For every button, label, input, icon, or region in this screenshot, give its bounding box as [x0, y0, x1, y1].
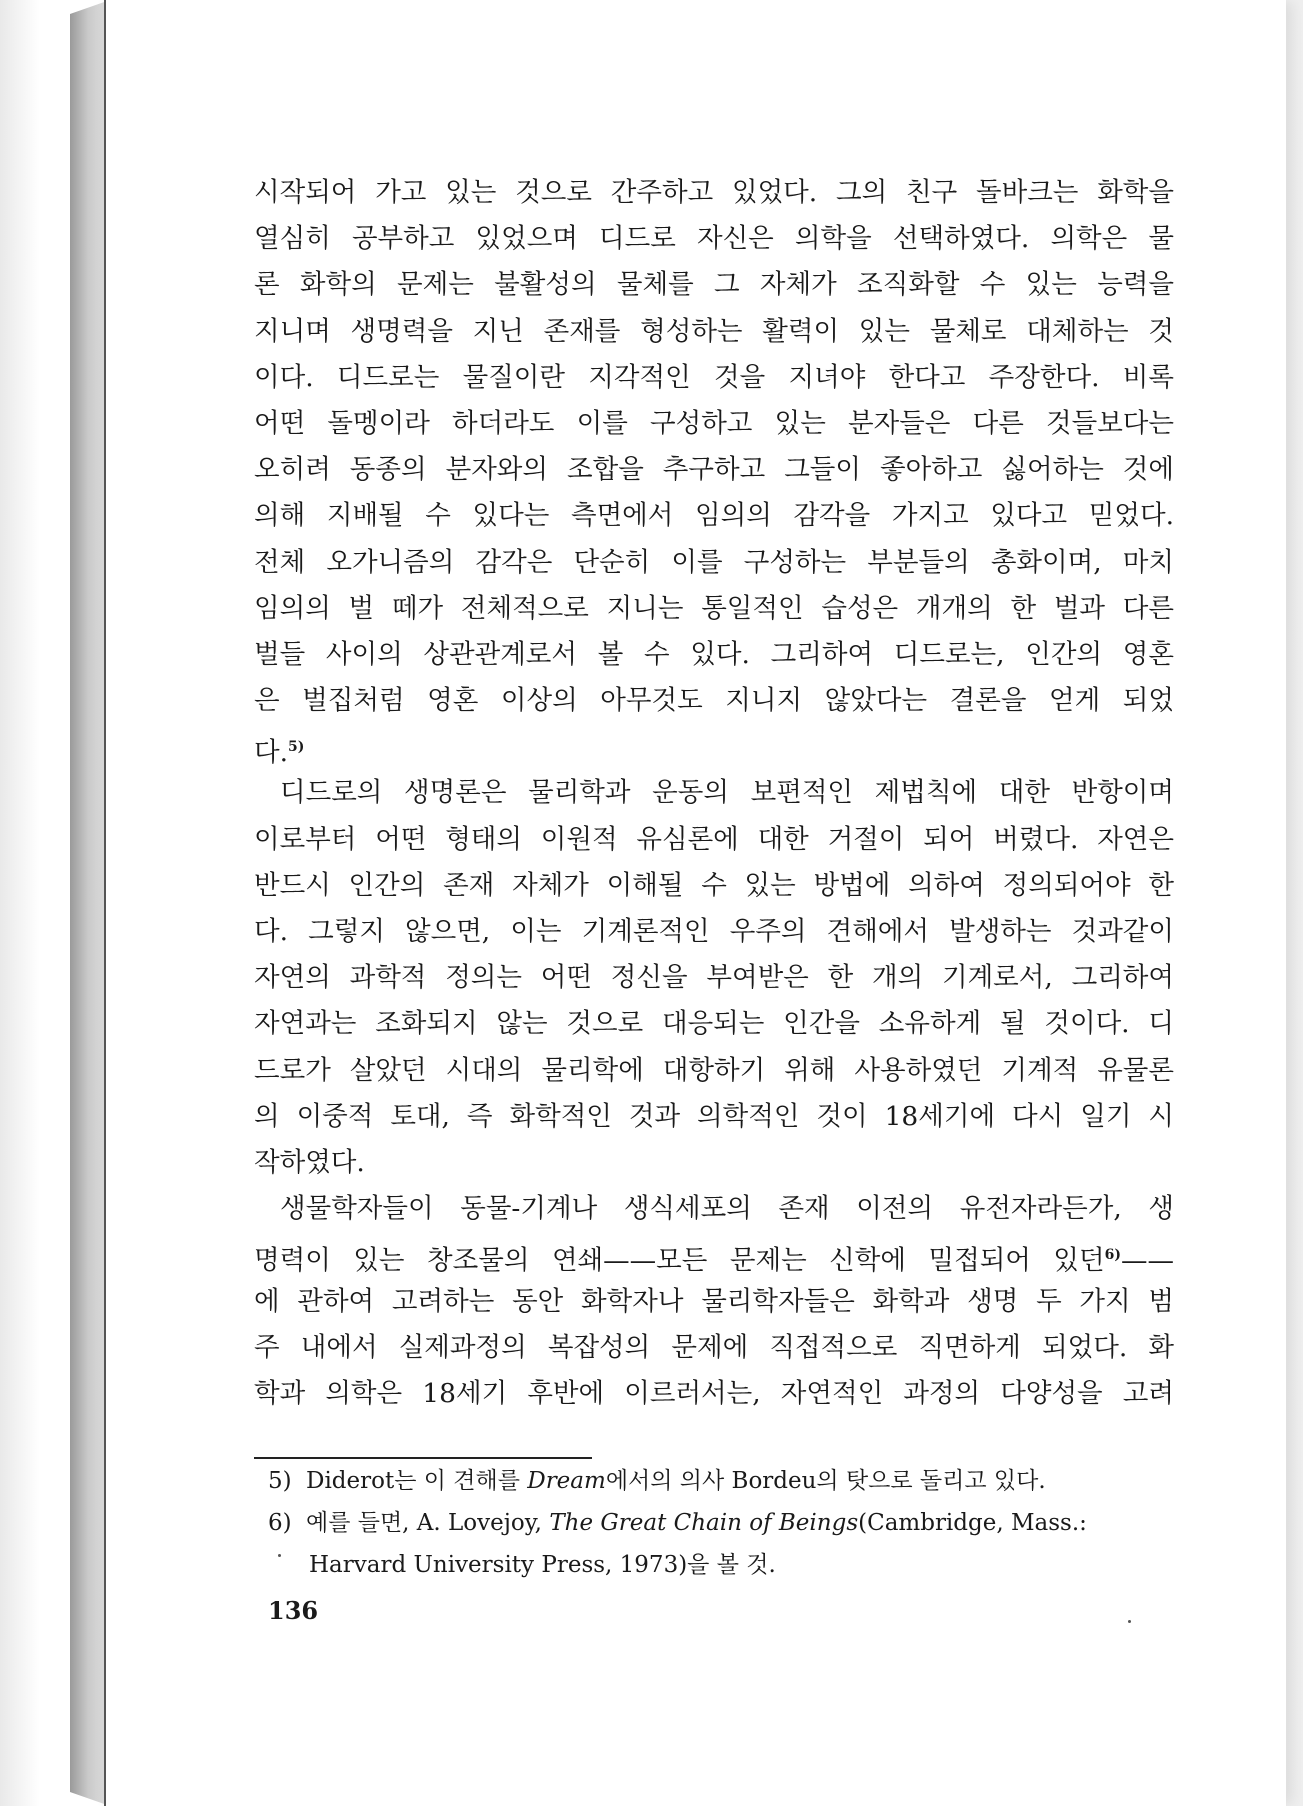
text-line: 전체 오가니즘의 감각은 단순히 이를 구성하는 부분들의 총화이며, 마치 [254, 546, 1174, 578]
text-line: 이다. 디드로는 물질이란 지각적인 것을 지녀야 한다고 주장한다. 비록 [254, 361, 1174, 393]
text-line: 의해 지배될 수 있다는 측면에서 임의의 감각을 가지고 있다고 믿었다. [254, 500, 1174, 532]
text-line: 작하였다. [254, 1146, 365, 1178]
text-line: 임의의 벌 떼가 전체적으로 지니는 통일적인 습성은 개개의 한 벌과 다른 [254, 592, 1174, 624]
footnote-text: 에서의 의사 Bordeu의 탓으로 돌리고 있다. [605, 1468, 1046, 1494]
footnote-title: The Great Chain of Beings [549, 1510, 859, 1536]
body-text [254, 170, 1174, 1417]
scan-speck [278, 1554, 281, 1557]
text-line: 지니며 생명력을 지닌 존재를 형성하는 활력이 있는 물체로 대체하는 것 [254, 315, 1174, 347]
footnote-separator [254, 1457, 592, 1459]
text-line: 벌들 사이의 상관관계로서 볼 수 있다. 그리하여 디드로는, 인간의 영혼 [254, 638, 1174, 670]
footnote-ref-6[interactable]: 6) [1104, 1247, 1121, 1264]
text-line: 에 관하여 고려하는 동안 화학자나 물리학자들은 화학과 생명 두 가지 범 [254, 1285, 1174, 1317]
text-line: 주 내에서 실제과정의 복잡성의 문제에 직접적으로 직면하게 되었다. 화 [254, 1331, 1174, 1363]
footnotes [268, 1460, 1178, 1586]
footnote-6-continuation: Harvard University Press, 1973)을 볼 것. [309, 1552, 776, 1578]
text-line: 생물학자들이 동물-기계나 생식세포의 존재 이전의 유전자라든가, 생 [280, 1193, 1174, 1225]
footnote-title: Dream [527, 1468, 606, 1494]
text-line: 자연의 과학적 정의는 어떤 정신을 부여받은 한 개의 기계로서, 그리하여 [254, 962, 1174, 994]
footnote-6 [268, 1502, 1178, 1544]
footnote-number: 5) [268, 1468, 292, 1494]
text-line: 다. 그렇지 않으면, 이는 기계론적인 우주의 견해에서 발생하는 것과같이 [254, 916, 1174, 947]
footnote-5 [268, 1460, 1178, 1502]
text-line: 디드로의 생명론은 물리학과 운동의 보편적인 제법칙에 대한 반항이며 [280, 777, 1174, 809]
text-line: 반드시 인간의 존재 자체가 이해될 수 있는 방법에 의하여 정의되어야 한 [254, 869, 1174, 901]
text-line: 의 이중적 토대, 즉 화학적인 것과 의학적인 것이 18세기에 다시 일기 시 [254, 1100, 1174, 1132]
scan-speck [1128, 1620, 1131, 1623]
text-fragment: 명력이 있는 창조물의 연쇄——모든 문제는 신학에 밀접되어 있던 [254, 1245, 1105, 1277]
footnote-ref-5[interactable]: 5) [288, 739, 305, 756]
text-line: 자연과는 조화되지 않는 것으로 대응되는 인간을 소유하게 될 것이다. 디 [254, 1008, 1174, 1040]
text-line: 론 화학의 문제는 불활성의 물체를 그 자체가 조직화할 수 있는 능력을 [254, 269, 1174, 301]
text-line: 은 벌집처럼 영혼 이상의 아무것도 지니지 않았다는 결론을 얻게 되었 [254, 685, 1174, 717]
text-line: 어떤 돌멩이라 하더라도 이를 구성하고 있는 분자들은 다른 것들보다는 [254, 407, 1174, 439]
footnote-text: Diderot는 이 견해를 [306, 1468, 528, 1494]
text-line: 시작되어 가고 있는 것으로 간주하고 있었다. 그의 친구 돌바크는 화학을 [254, 177, 1174, 208]
text-line: 이로부터 어떤 형태의 이원적 유심론에 대한 거절이 되어 버렸다. 자연은 [254, 823, 1174, 855]
text-line: 학과 의학은 18세기 후반에 이르러서는, 자연적인 과정의 다양성을 고려 [254, 1377, 1174, 1409]
text-line: 열심히 공부하고 있었으며 디드로 자신은 의학을 선택하였다. 의학은 물 [254, 223, 1174, 255]
em-dash: —— [1121, 1245, 1174, 1277]
text-line [254, 724, 1174, 770]
text-line [254, 1232, 1174, 1278]
text-fragment: 다. [254, 737, 289, 769]
text-line: 드로가 살았던 시대의 물리학에 대항하기 위해 사용하였던 기계적 유물론 [254, 1054, 1174, 1086]
footnote-number: 6) [268, 1510, 292, 1536]
footnote-text: (Cambridge, Mass.: [858, 1510, 1087, 1536]
page-number: 136 [268, 1596, 319, 1625]
footnote-text: 예를 들면, A. Lovejoy, [306, 1510, 550, 1536]
text-line: 오히려 동종의 분자와의 조합을 추구하고 그들이 좋아하고 싫어하는 것에 [254, 454, 1174, 486]
